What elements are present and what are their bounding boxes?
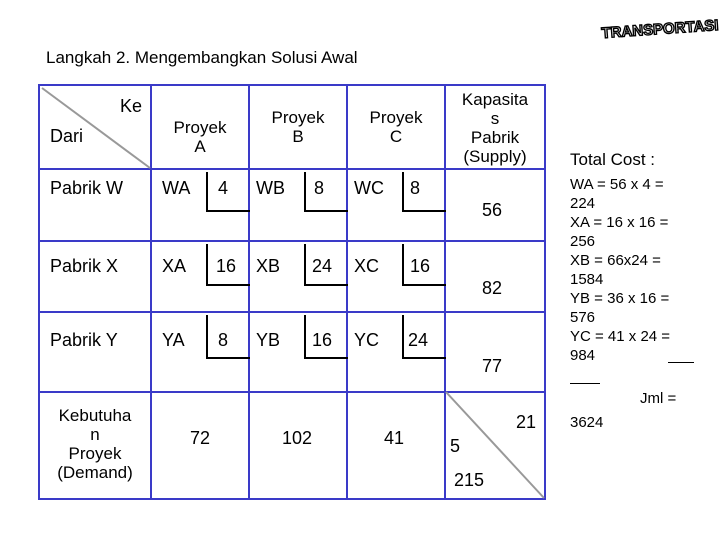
row-label-pabrik-x: Pabrik X [50, 256, 119, 276]
cell-xc: XC [354, 256, 380, 276]
col-header-proyek-a: Proyek A [173, 118, 227, 156]
demand-proyek-a: 72 [190, 428, 211, 448]
total-cost-line: 576 [570, 309, 596, 326]
cost-box-wb [304, 172, 348, 212]
total-bottom: 215 [454, 470, 485, 490]
cost-ya: 8 [218, 330, 229, 350]
transportasi-wordart-logo [600, 12, 720, 46]
total-cost-line: YB = 36 x 16 = [570, 290, 670, 307]
corner-from-label: Dari [50, 126, 84, 146]
cell-wb: WB [256, 178, 285, 198]
cell-yb: YB [256, 330, 281, 350]
corner-to-label: Ke [120, 96, 143, 116]
total-cost-line: XB = 66x24 = [570, 252, 661, 269]
total-top: 21 [516, 412, 537, 432]
equals-underline [668, 362, 694, 363]
total-cost-line: WA = 56 x 4 = [570, 176, 664, 193]
total-cost-line: 984 [570, 347, 596, 364]
cost-wb: 8 [314, 178, 325, 198]
cell-ya: YA [162, 330, 185, 350]
cell-yc: YC [354, 330, 380, 350]
cost-xc: 16 [410, 256, 431, 276]
supply-y: 77 [482, 356, 503, 376]
sum-underline [570, 383, 600, 384]
total-cost-line: 256 [570, 233, 596, 250]
col-header-proyek-c: Proyek C [369, 108, 423, 146]
total-cost-line: XA = 16 x 16 = [570, 214, 669, 231]
row-label-pabrik-w: Pabrik W [50, 178, 124, 198]
demand-label: Kebutuha n Proyek (Demand) [57, 406, 133, 482]
total-cost-line: YC = 41 x 24 = [570, 328, 671, 345]
cost-xb: 24 [312, 256, 333, 276]
total-mid: 5 [450, 436, 461, 456]
total-cost-line: 1584 [570, 271, 604, 288]
cost-wa: 4 [218, 178, 229, 198]
demand-proyek-c: 41 [384, 428, 405, 448]
cost-yc: 24 [408, 330, 429, 350]
demand-proyek-b: 102 [282, 428, 313, 448]
supply-w: 56 [482, 200, 503, 220]
cell-wa: WA [162, 178, 191, 198]
cost-wc: 8 [410, 178, 421, 198]
supply-x: 82 [482, 278, 503, 298]
jml-value: 3624 [570, 414, 604, 431]
cost-box-wc [402, 172, 446, 212]
col-header-capacity: Kapasita s Pabrik (Supply) [461, 90, 529, 166]
logo-text: TRANSPORTASI [600, 16, 720, 43]
slide-title: Langkah 2. Mengembangkan Solusi Awal [46, 48, 358, 67]
cell-wc: WC [354, 178, 384, 198]
row-label-pabrik-y: Pabrik Y [50, 330, 118, 350]
jml-label: Jml = [640, 390, 677, 407]
cell-xa: XA [162, 256, 187, 276]
col-header-proyek-b: Proyek B [271, 108, 325, 146]
total-cost-line: 224 [570, 195, 596, 212]
cost-yb: 16 [312, 330, 333, 350]
cost-xa: 16 [216, 256, 237, 276]
cell-xb: XB [256, 256, 281, 276]
total-cost-heading: Total Cost : [570, 150, 656, 169]
